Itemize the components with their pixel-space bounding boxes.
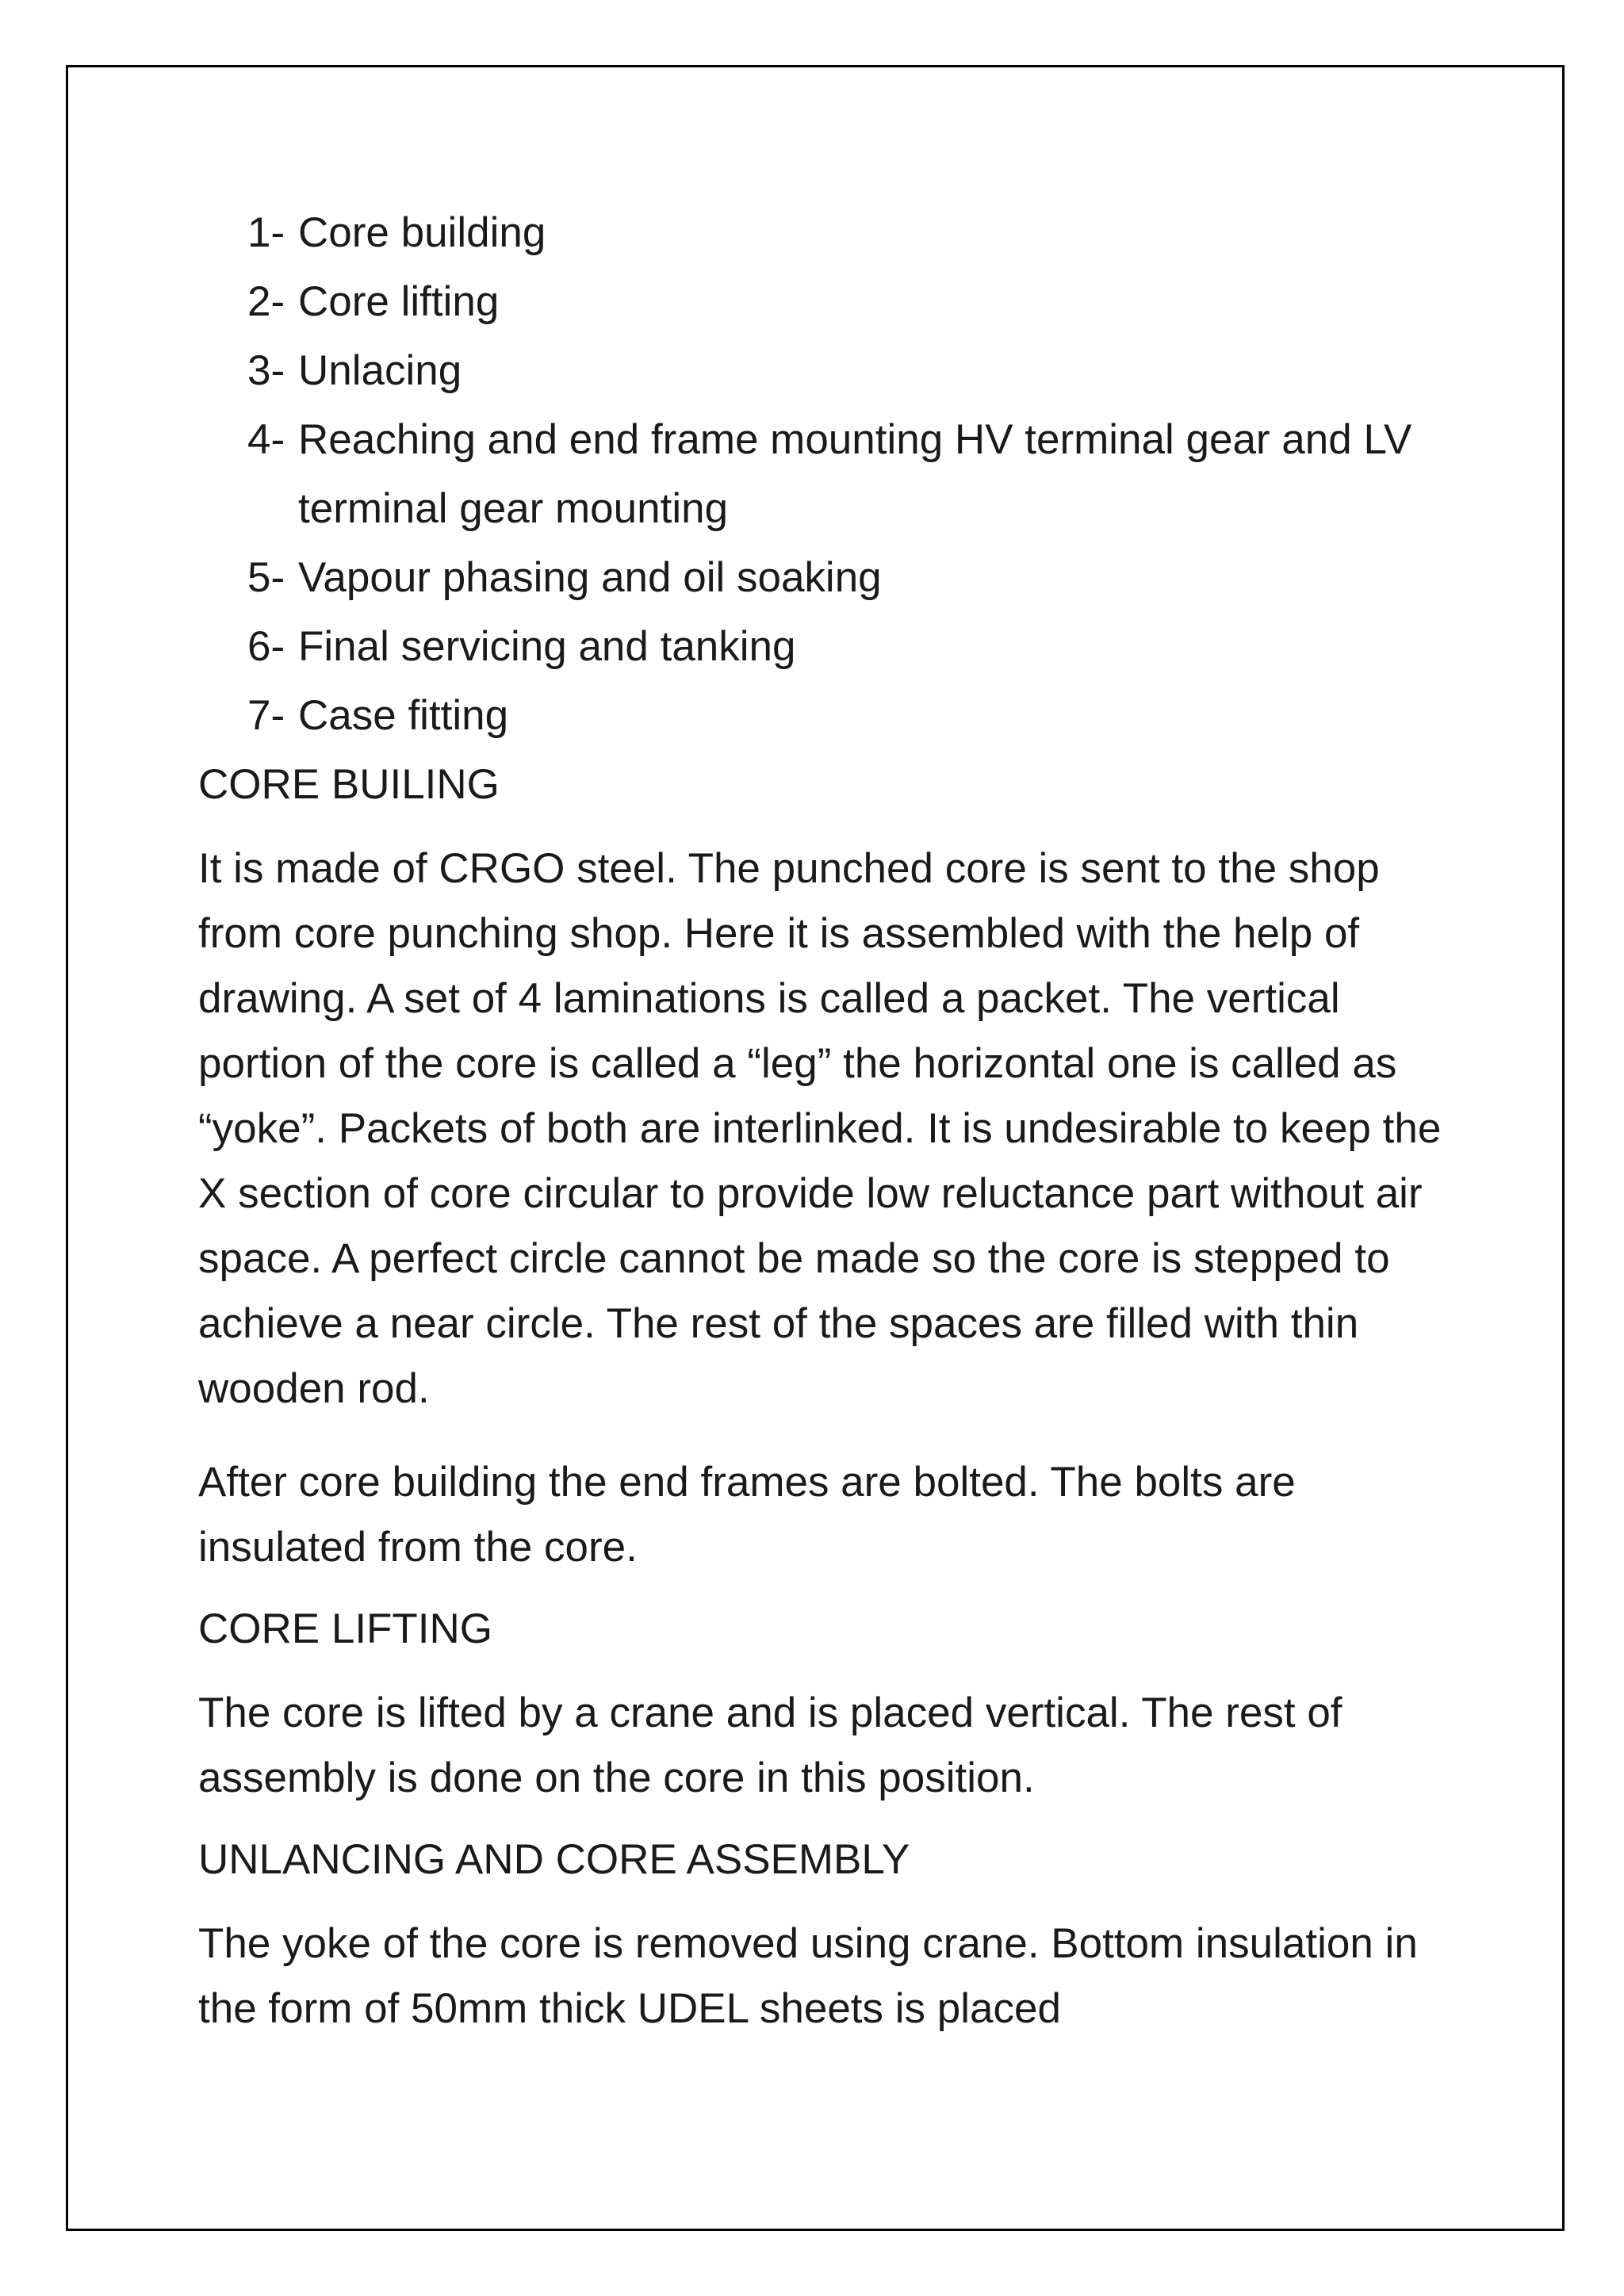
step-text: Final servicing and tanking [298,623,796,670]
step-text: Vapour phasing and oil soaking [298,554,882,601]
section-heading: CORE BUILING [198,761,500,808]
list-item [247,681,1443,750]
list-item [247,543,1443,612]
step-number: 1- [247,209,285,256]
section-core-building [198,750,1443,1594]
section-paragraph: The core is lifted by a crane and is placed vertical. The rest of assembly is done on the core in this position. [198,1689,1342,1801]
document-body [198,198,1443,2056]
list-item [247,612,1443,681]
section-heading: UNLANCING AND CORE ASSEMBLY [198,1836,910,1883]
step-text: Unlacing [298,347,462,394]
step-text: Core building [298,209,546,256]
step-text: Case fitting [298,692,509,739]
step-text: Core lifting [298,278,500,325]
section-paragraph: After core building the end frames are bolted. The bolts are insulated from the core. [198,1459,1296,1571]
section-paragraph: It is made of CRGO steel. The punched core is sent to the shop from core punching shop. Here it is assembled with the help of drawing. A set of 4 laminations is called a packet. The vertical portion of the core is called a “leg” the horizontal one is called as “yoke”. Packets of both are interlinked. It is undesirable to keep the X section of core circular to provide low reluctance part without air space. A perfect circle cannot be made so the core is stepped to achieve a near circle. The rest of the spaces are filled with thin wooden rod. [198,845,1442,1412]
process-steps-list [247,198,1443,750]
list-item [247,405,1443,543]
section-paragraph: The yoke of the core is removed using crane. Bottom insulation in the form of 50mm thick UDEL sheets is placed [198,1920,1418,2032]
step-number: 6- [247,623,285,670]
step-number: 5- [247,554,285,601]
list-item [247,336,1443,405]
section-heading: CORE LIFTING [198,1605,493,1652]
step-number: 7- [247,692,285,739]
step-number: 3- [247,347,285,394]
section-core-lifting [198,1594,1443,1825]
list-item [247,267,1443,336]
section-unlacing-core-assembly [198,1825,1443,2056]
step-number: 4- [247,416,285,463]
step-text: Reaching and end frame mounting HV terminal gear and LV terminal gear mounting [298,416,1412,532]
step-number: 2- [247,278,285,325]
list-item [247,198,1443,267]
